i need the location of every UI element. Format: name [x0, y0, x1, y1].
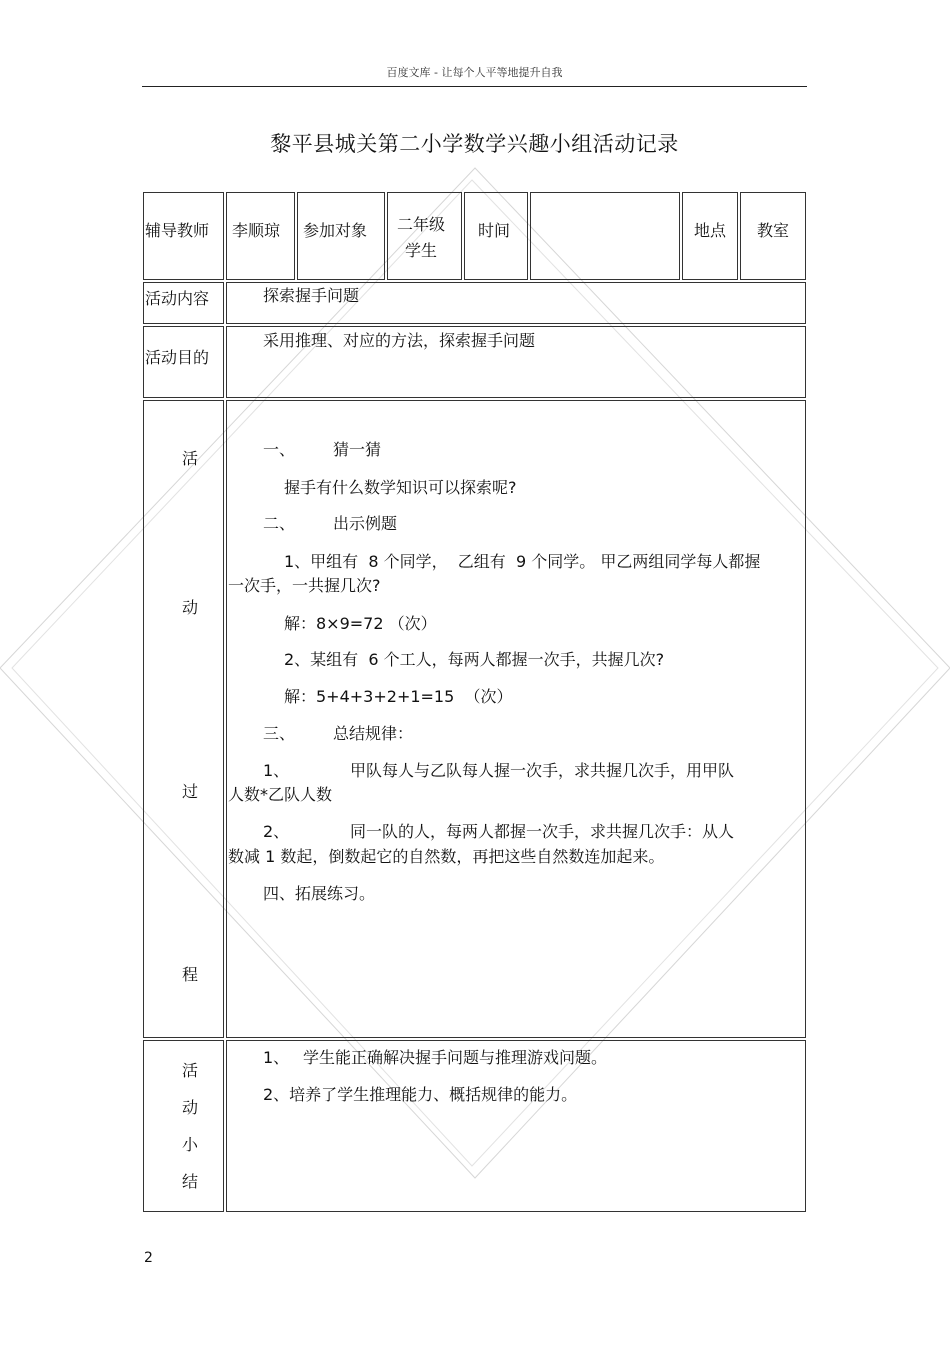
page-number: 2	[144, 1250, 153, 1266]
cell-time-value	[530, 192, 680, 280]
process-label-char-3: 过	[182, 782, 199, 801]
summary-item-1-number: 1、	[263, 1048, 290, 1067]
section-2-number: 二、	[263, 514, 296, 533]
time-label: 时间	[478, 221, 511, 240]
example-1-line-1: 1、甲组有 8 个同学， 乙组有 9 个同学。 甲乙两组同学每人都握	[284, 552, 761, 571]
process-label-char-1: 活	[182, 449, 199, 468]
summary-label-char-1: 活	[182, 1061, 199, 1080]
process-label-char-4: 程	[182, 965, 199, 984]
content-label: 活动内容	[145, 289, 210, 308]
process-label-char-2: 动	[182, 598, 199, 617]
section-4-text: 四、拓展练习。	[263, 884, 376, 903]
summary-label-char-3: 小	[182, 1135, 199, 1154]
purpose-label: 活动目的	[145, 348, 210, 367]
place-label: 地点	[694, 221, 727, 240]
example-2-solution: 解：5+4+3+2+1=15 （次）	[284, 687, 513, 706]
teacher-label: 辅导教师	[145, 221, 210, 240]
document-title: 黎平县城关第二小学数学兴趣小组活动记录	[270, 132, 679, 156]
rule-1-number: 1、	[263, 761, 290, 780]
section-3-title: 总结规律：	[333, 724, 414, 743]
rule-1-line-1: 甲队每人与乙队每人握一次手，求共握几次手，用甲队	[350, 761, 735, 780]
summary-item-2-text: 2、培养了学生推理能力、概括规律的能力。	[263, 1085, 578, 1104]
place-value: 教室	[757, 221, 790, 240]
section-2-title: 出示例题	[333, 514, 398, 533]
cell-participants-value	[387, 192, 462, 280]
participants-value-line1: 二年级	[397, 215, 446, 234]
participants-label: 参加对象	[303, 221, 368, 240]
section-1-number: 一、	[263, 440, 296, 459]
rule-2-line-1: 同一队的人，每两人都握一次手，求共握几次手：从人	[350, 822, 735, 841]
section-1-title: 猜一猜	[333, 440, 382, 459]
teacher-value: 李顺琼	[232, 221, 281, 240]
page-header: 百度文库 - 让每个人平等地提升自我	[386, 66, 563, 79]
summary-item-1-text: 学生能正确解决握手问题与推理游戏问题。	[303, 1048, 608, 1067]
example-1-line-2: 一次手，一共握几次?	[228, 576, 381, 595]
section-3-number: 三、	[263, 724, 296, 743]
cell-process-label	[143, 400, 224, 1038]
content-value: 探索握手问题	[263, 286, 360, 305]
summary-label-char-4: 结	[182, 1172, 199, 1191]
example-1-solution: 解：8×9=72 （次）	[284, 614, 437, 633]
rule-1-line-2: 人数*乙队人数	[228, 785, 333, 804]
participants-value-line2: 学生	[405, 241, 438, 260]
summary-label-char-2: 动	[182, 1098, 199, 1117]
purpose-value: 采用推理、对应的方法，探索握手问题	[263, 331, 536, 350]
section-1-text: 握手有什么数学知识可以探索呢?	[284, 478, 517, 497]
rule-2-number: 2、	[263, 822, 290, 841]
header-rule	[142, 86, 807, 87]
example-2-text: 2、某组有 6 个工人，每两人都握一次手，共握几次?	[284, 650, 665, 669]
rule-2-line-2: 数减 1 数起，倒数起它的自然数，再把这些自然数连加起来。	[228, 847, 665, 866]
